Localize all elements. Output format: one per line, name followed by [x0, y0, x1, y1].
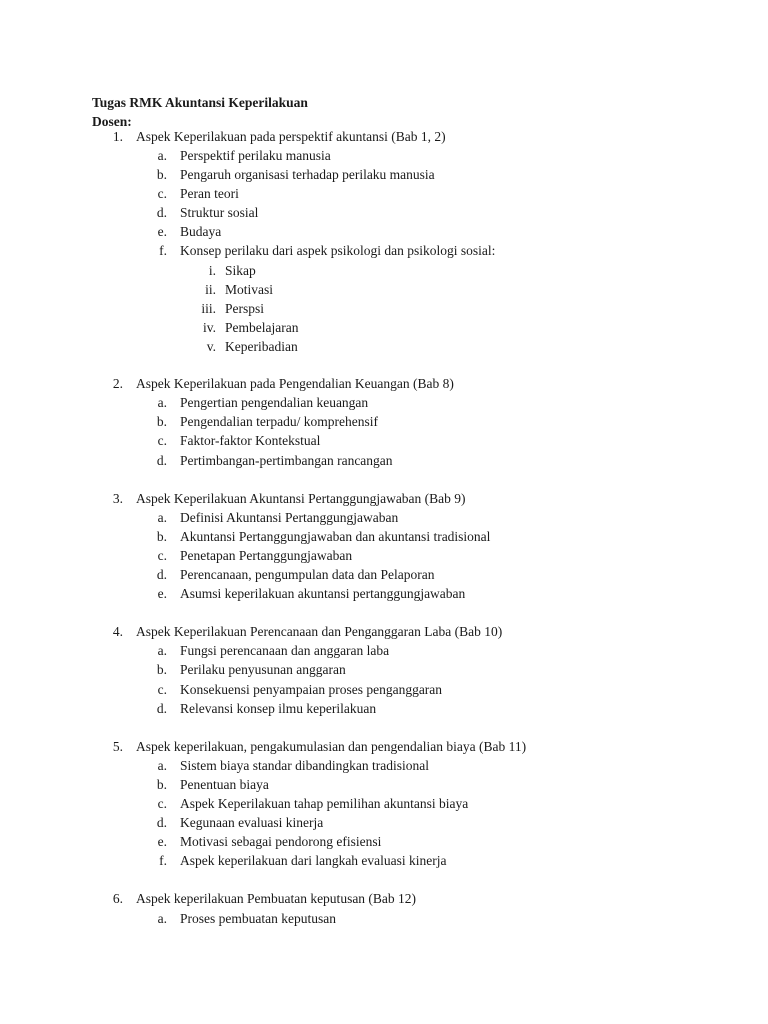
section-number: 1.	[112, 129, 123, 144]
item-text: Aspek Keperilakuan tahap pemilihan akuntansi biaya	[180, 796, 469, 811]
item-text: Definisi Akuntansi Pertanggungjawaban	[180, 510, 399, 525]
item-text: Akuntansi Pertanggungjawaban dan akuntansi tradisional	[180, 529, 491, 544]
item-marker: a.	[157, 643, 167, 658]
item-marker: a.	[157, 758, 167, 773]
item-marker: c.	[157, 433, 167, 448]
item-text: Faktor-faktor Kontekstual	[180, 433, 321, 448]
item-marker: f.	[159, 243, 167, 258]
subitem-marker: iii.	[201, 301, 216, 316]
subitem-text: Keperibadian	[225, 339, 298, 354]
item-text: Struktur sosial	[180, 205, 259, 220]
item-marker: c.	[157, 796, 167, 811]
section-number: 4.	[112, 624, 123, 639]
item-marker: d.	[156, 815, 167, 830]
item-text: Peran teori	[180, 186, 239, 201]
subitem-text: Perspsi	[225, 301, 265, 316]
item-marker: b.	[156, 414, 167, 429]
item-marker: e.	[157, 586, 167, 601]
item-marker: d.	[156, 567, 167, 582]
item-marker: b.	[156, 167, 167, 182]
item-text: Penetapan Pertanggungjawaban	[180, 548, 353, 563]
subitem-marker: v.	[206, 339, 216, 354]
item-text: Aspek keperilakuan dari langkah evaluasi kinerja	[180, 853, 447, 868]
item-marker: a.	[157, 148, 167, 163]
subitem-marker: i.	[208, 263, 216, 278]
item-marker: e.	[157, 224, 167, 239]
item-text: Proses pembuatan keputusan	[180, 911, 336, 926]
subitem-marker: ii.	[205, 282, 216, 297]
dosen-label: Dosen:	[92, 114, 132, 129]
item-marker: d.	[156, 453, 167, 468]
section-title: Aspek Keperilakuan Akuntansi Pertanggungjawaban (Bab 9)	[136, 491, 466, 506]
item-text: Kegunaan evaluasi kinerja	[180, 815, 324, 830]
item-text: Budaya	[180, 224, 222, 239]
item-text: Perspektif perilaku manusia	[180, 148, 331, 163]
item-marker: d.	[156, 701, 167, 716]
section-title: Aspek keperilakuan, pengakumulasian dan pengendalian biaya (Bab 11)	[136, 739, 527, 754]
item-marker: a.	[157, 911, 167, 926]
item-text: Pengertian pengendalian keuangan	[180, 395, 369, 410]
section-number: 6.	[112, 891, 123, 906]
item-text: Pengendalian terpadu/ komprehensif	[180, 414, 378, 429]
section-number: 2.	[112, 376, 123, 391]
item-text: Motivasi sebagai pendorong efisiensi	[180, 834, 382, 849]
item-marker: b.	[156, 662, 167, 677]
item-marker: b.	[156, 529, 167, 544]
item-text: Penentuan biaya	[180, 777, 269, 792]
item-text: Perencanaan, pengumpulan data dan Pelaporan	[180, 567, 435, 582]
section-number: 3.	[112, 491, 123, 506]
item-marker: c.	[157, 186, 167, 201]
item-marker: a.	[157, 510, 167, 525]
item-text: Fungsi perencanaan dan anggaran laba	[180, 643, 390, 658]
item-text: Asumsi keperilakuan akuntansi pertanggungjawaban	[180, 586, 466, 601]
item-text: Pertimbangan-pertimbangan rancangan	[180, 453, 393, 468]
item-text: Konsekuensi penyampaian proses penganggaran	[180, 682, 443, 697]
subitem-marker: iv.	[203, 320, 216, 335]
item-text: Sistem biaya standar dibandingkan tradisional	[180, 758, 429, 773]
item-text: Relevansi konsep ilmu keperilakuan	[180, 701, 377, 716]
document-title: Tugas RMK Akuntansi Keperilakuan	[92, 95, 308, 110]
item-marker: b.	[156, 777, 167, 792]
item-marker: d.	[156, 205, 167, 220]
item-marker: c.	[157, 548, 167, 563]
section-title: Aspek Keperilakuan pada perspektif akuntansi (Bab 1, 2)	[136, 129, 446, 144]
subitem-text: Sikap	[225, 263, 256, 278]
subitem-text: Pembelajaran	[225, 320, 299, 335]
item-marker: f.	[159, 853, 167, 868]
item-text: Pengaruh organisasi terhadap perilaku manusia	[180, 167, 435, 182]
item-marker: a.	[157, 395, 167, 410]
item-text: Perilaku penyusunan anggaran	[180, 662, 346, 677]
section-title: Aspek keperilakuan Pembuatan keputusan (Bab 12)	[136, 891, 417, 906]
section-title: Aspek Keperilakuan pada Pengendalian Keuangan (Bab 8)	[136, 376, 454, 391]
section-number: 5.	[112, 739, 123, 754]
subitem-text: Motivasi	[225, 282, 274, 297]
item-marker: e.	[157, 834, 167, 849]
item-marker: c.	[157, 682, 167, 697]
item-text: Konsep perilaku dari aspek psikologi dan psikologi sosial:	[180, 243, 496, 258]
section-title: Aspek Keperilakuan Perencanaan dan Penganggaran Laba (Bab 10)	[136, 624, 503, 639]
